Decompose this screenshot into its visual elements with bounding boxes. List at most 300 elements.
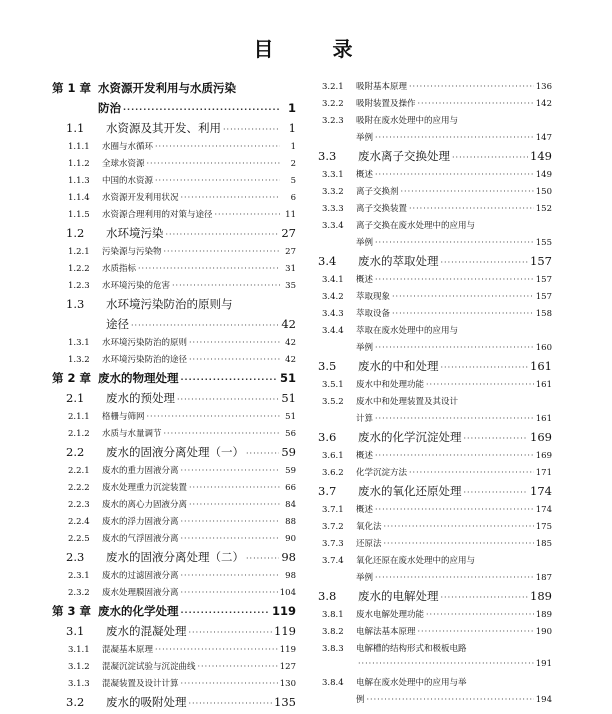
dot-leader	[181, 571, 280, 580]
toc-entry	[52, 100, 296, 120]
entry-number: 1.1.4	[68, 193, 90, 203]
page-number: 149	[535, 170, 552, 180]
page-number: 190	[535, 627, 552, 637]
dot-leader	[375, 275, 534, 284]
toc-entry	[52, 623, 296, 643]
entry-number: 3.6	[318, 430, 337, 444]
page-number: 119	[279, 645, 296, 655]
page-number: 27	[281, 226, 296, 240]
entry-title: 废水的固液分离处理（一）	[106, 445, 244, 459]
dot-leader	[181, 608, 270, 617]
page-number: 152	[535, 204, 552, 214]
toc-entry	[316, 642, 552, 659]
entry-title: 萃取现象	[356, 292, 391, 302]
dot-leader	[441, 593, 529, 602]
entry-title: 废水的预处理	[106, 391, 175, 405]
entry-number: 3.7.2	[322, 522, 344, 532]
toc-entry	[316, 608, 552, 625]
toc-entry	[316, 503, 552, 520]
toc-entry	[316, 395, 552, 412]
toc-entry	[52, 481, 296, 498]
dot-leader	[246, 449, 279, 458]
entry-title: 废水的氧化还原处理	[358, 484, 462, 498]
entry-number: 3.8.4	[322, 678, 344, 688]
toc-entry	[52, 353, 296, 370]
dot-leader	[418, 627, 534, 636]
page-number: 185	[535, 539, 552, 549]
dot-leader	[155, 176, 280, 185]
dot-leader	[123, 105, 280, 114]
toc-entry	[316, 219, 552, 236]
entry-title: 水质与水量调节	[102, 429, 162, 439]
entry-number: 3.1.3	[68, 679, 90, 689]
toc-entry	[52, 694, 296, 714]
page-number: 150	[535, 187, 552, 197]
entry-title: 水环境污染防治的原则	[102, 338, 188, 348]
dot-leader	[164, 247, 280, 256]
page-number: 88	[285, 517, 296, 527]
page-number: 5	[290, 176, 296, 186]
page-number: 104	[279, 588, 296, 598]
entry-number: 第 2 章	[52, 371, 92, 385]
dot-leader	[164, 429, 280, 438]
entry-number: 2.1.2	[68, 429, 90, 439]
toc-entry	[316, 148, 552, 168]
dot-leader	[418, 99, 534, 108]
dot-leader	[177, 395, 279, 404]
entry-title: 废水的吸附处理	[106, 695, 187, 709]
toc-entry	[52, 464, 296, 481]
entry-title: 废水处理膜固液分离	[102, 588, 179, 598]
entry-title: 还原法	[356, 539, 382, 549]
entry-title: 电解槽的结构形式和极板电路	[356, 644, 467, 654]
dot-leader	[138, 264, 280, 273]
entry-number: 3.5.2	[322, 397, 344, 407]
entry-number: 3.5	[318, 359, 337, 373]
page-number: 59	[285, 466, 296, 476]
entry-number: 1.2.1	[68, 247, 90, 257]
page-number: 51	[279, 371, 296, 385]
page-number: 171	[535, 468, 552, 478]
page-number: 157	[535, 275, 552, 285]
toc-entry	[52, 444, 296, 464]
toc-entry	[52, 643, 296, 660]
entry-number: 3.3	[318, 149, 337, 163]
toc-entry	[52, 549, 296, 569]
page-number: 1	[290, 142, 296, 152]
dot-leader	[181, 517, 280, 526]
entry-title: 概述	[356, 505, 374, 515]
entry-number: 1.2.2	[68, 264, 90, 274]
page-number: 51	[281, 391, 296, 405]
dot-leader	[189, 628, 273, 637]
entry-title: 电解法基本原理	[356, 627, 416, 637]
page-number: 11	[285, 210, 296, 220]
dot-leader	[189, 500, 280, 509]
entry-title: 混凝基本原理	[102, 645, 154, 655]
entry-number: 3.1.2	[68, 662, 90, 672]
dot-leader	[384, 522, 534, 531]
entry-number: 3.7.4	[322, 556, 344, 566]
entry-title: 水质指标	[102, 264, 137, 274]
page-number: 90	[285, 534, 296, 544]
entry-title: 废水的气浮固液分离	[102, 534, 179, 544]
toc-entry	[316, 273, 552, 290]
entry-number: 3.7	[318, 484, 337, 498]
entry-title: 水环境污染防治的原则与	[106, 297, 233, 311]
dot-leader	[409, 204, 534, 213]
dot-leader	[181, 375, 278, 384]
toc-entry	[52, 279, 296, 296]
dot-leader	[375, 505, 534, 514]
entry-number: 3.7.3	[322, 539, 344, 549]
entry-title: 途径	[106, 317, 129, 331]
entry-title: 离子交换装置	[356, 204, 408, 214]
toc-left-column	[52, 80, 296, 714]
dot-leader	[392, 309, 534, 318]
entry-number: 2.1	[66, 391, 85, 405]
dot-leader	[166, 230, 280, 239]
page-number: 160	[535, 343, 552, 353]
page-number: 169	[535, 451, 552, 461]
page-number: 161	[530, 359, 552, 373]
dot-leader	[392, 292, 534, 301]
page-number: 98	[281, 550, 296, 564]
page-number: 127	[279, 662, 296, 672]
toc-entry	[316, 659, 552, 676]
entry-title: 萃取在废水处理中的应用与	[356, 326, 459, 336]
toc-entry	[316, 97, 552, 114]
dot-leader	[426, 380, 534, 389]
entry-title: 混凝沉淀试验与沉淀曲线	[102, 662, 196, 672]
entry-number: 3.4.4	[322, 326, 344, 336]
toc-entry	[316, 324, 552, 341]
dot-leader	[181, 466, 280, 475]
entry-number: 3.6.1	[322, 451, 344, 461]
entry-title: 举例	[356, 133, 374, 143]
entry-number: 3.4.2	[322, 292, 344, 302]
toc-entry	[52, 245, 296, 262]
toc-entry	[52, 174, 296, 191]
entry-number: 2.2	[66, 445, 85, 459]
toc-entry	[316, 378, 552, 395]
page-number: 189	[530, 589, 552, 603]
entry-title: 废水中和处理装置及其设计	[356, 397, 459, 407]
page-number: 84	[285, 500, 296, 510]
entry-title: 废水的化学沉淀处理	[358, 430, 462, 444]
dot-leader	[198, 662, 278, 671]
page-number: 56	[285, 429, 296, 439]
dot-leader	[409, 468, 534, 477]
entry-title: 水圈与水循环	[102, 142, 154, 152]
entry-title: 吸附装置及操作	[356, 99, 416, 109]
page-number: 189	[535, 610, 552, 620]
page-number: 169	[530, 430, 552, 444]
entry-number: 2.2.2	[68, 483, 90, 493]
entry-number: 1.1.3	[68, 176, 90, 186]
toc-entry	[316, 554, 552, 571]
toc-entry	[316, 483, 552, 503]
entry-number: 3.3.1	[322, 170, 344, 180]
dot-leader	[358, 659, 534, 668]
page-number: 175	[535, 522, 552, 532]
toc-entry	[316, 466, 552, 483]
page-number: 51	[285, 412, 296, 422]
page-number: 42	[285, 355, 296, 365]
entry-number: 1.1	[66, 121, 85, 135]
entry-number: 3.2.2	[322, 99, 344, 109]
entry-number: 3.2.1	[322, 82, 344, 92]
page-number: 191	[535, 659, 552, 669]
page-number: 157	[530, 254, 552, 268]
toc-entry	[316, 520, 552, 537]
page-number: 187	[535, 573, 552, 583]
page-number: 27	[285, 247, 296, 257]
toc-entry	[316, 358, 552, 378]
dot-leader	[147, 159, 280, 168]
entry-title: 废水的物理处理	[98, 371, 179, 385]
entry-title: 废水的过滤固液分离	[102, 571, 179, 581]
dot-leader	[246, 554, 279, 563]
page-number: 2	[290, 159, 296, 169]
entry-number: 3.8.3	[322, 644, 344, 654]
page-number: 31	[285, 264, 296, 274]
page-number: 194	[535, 695, 552, 705]
entry-title: 废水的固液分离处理（二）	[106, 550, 244, 564]
page-number: 157	[535, 292, 552, 302]
toc-entry	[52, 157, 296, 174]
entry-title: 格栅与筛网	[102, 412, 145, 422]
toc-entry	[316, 588, 552, 608]
entry-title: 全球水资源	[102, 159, 145, 169]
page-number: 1	[287, 101, 296, 115]
entry-number: 3.3.4	[322, 221, 344, 231]
page-number: 142	[535, 99, 552, 109]
entry-number: 3.7.1	[322, 505, 344, 515]
entry-title: 废水处理重力沉淀装置	[102, 483, 188, 493]
dot-leader	[426, 610, 534, 619]
entry-number: 3.2.3	[322, 116, 344, 126]
entry-title: 水环境污染的危害	[102, 281, 171, 291]
entry-title: 水资源开发利用与水质污染	[98, 81, 236, 95]
entry-number: 3.1	[66, 624, 85, 638]
entry-title: 混凝装置及设计计算	[102, 679, 179, 689]
entry-number: 1.2	[66, 226, 85, 240]
dot-leader	[131, 321, 279, 330]
entry-title: 废水的电解处理	[358, 589, 439, 603]
page-number: 161	[535, 380, 552, 390]
entry-title: 废水的萃取处理	[358, 254, 439, 268]
entry-title: 离子交换在废水处理中的应用与	[356, 221, 476, 231]
dot-leader	[375, 170, 534, 179]
entry-title: 水资源及其开发、利用	[106, 121, 221, 135]
dot-leader	[181, 679, 278, 688]
entry-title: 举例	[356, 573, 374, 583]
page-number: 135	[274, 695, 296, 709]
entry-title: 废水电解处理功能	[356, 610, 425, 620]
entry-number: 1.1.2	[68, 159, 90, 169]
toc-entry	[52, 208, 296, 225]
page-number: 136	[535, 82, 552, 92]
toc-entry	[316, 693, 552, 710]
entry-title: 举例	[356, 343, 374, 353]
dot-leader	[441, 363, 529, 372]
toc-entry	[316, 625, 552, 642]
entry-number: 3.5.1	[322, 380, 344, 390]
entry-title: 概述	[356, 451, 374, 461]
toc-entry	[52, 532, 296, 549]
entry-title: 吸附在废水处理中的应用与	[356, 116, 459, 126]
toc-entry	[52, 660, 296, 677]
page-number: 35	[285, 281, 296, 291]
toc-entry	[52, 498, 296, 515]
entry-title: 水资源合理利用的对策与途径	[102, 210, 213, 220]
dot-leader	[384, 539, 534, 548]
toc-entry	[52, 296, 296, 316]
page-number: 119	[271, 604, 296, 618]
toc-entry	[52, 370, 296, 390]
page-number: 147	[535, 133, 552, 143]
toc-entry	[316, 236, 552, 253]
entry-title: 污染源与污染物	[102, 247, 162, 257]
dot-leader	[464, 434, 529, 443]
entry-number: 2.2.4	[68, 517, 90, 527]
entry-number: 3.8.2	[322, 627, 344, 637]
toc-entry	[316, 80, 552, 97]
toc-entry	[52, 603, 296, 623]
dot-leader	[189, 355, 280, 364]
page-number: 98	[285, 571, 296, 581]
toc-entry	[316, 449, 552, 466]
dot-leader	[375, 451, 534, 460]
entry-title: 防治	[98, 101, 121, 115]
dot-leader	[181, 193, 280, 202]
dot-leader	[375, 343, 534, 352]
entry-title: 中国的水资源	[102, 176, 154, 186]
dot-leader	[155, 142, 280, 151]
entry-number: 1.3	[66, 297, 85, 311]
entry-title: 概述	[356, 170, 374, 180]
toc-entry	[52, 80, 296, 100]
page-number: 158	[535, 309, 552, 319]
dot-leader	[147, 412, 280, 421]
dot-leader	[189, 483, 280, 492]
dot-leader	[375, 133, 534, 142]
entry-number: 1.1.5	[68, 210, 90, 220]
entry-number: 第 3 章	[52, 604, 92, 618]
toc-entry	[316, 676, 552, 693]
page-number: 66	[285, 483, 296, 493]
toc-entry	[52, 140, 296, 157]
toc-entry	[316, 168, 552, 185]
toc-entry	[316, 429, 552, 449]
entry-number: 3.4.3	[322, 309, 344, 319]
toc-entry	[316, 307, 552, 324]
toc-entry	[52, 316, 296, 336]
entry-title: 离子交换剂	[356, 187, 399, 197]
page-number: 155	[535, 238, 552, 248]
toc-entry	[52, 120, 296, 140]
toc-entry	[316, 185, 552, 202]
page-number: 6	[290, 193, 296, 203]
page-number: 149	[530, 149, 552, 163]
toc-entry	[52, 336, 296, 353]
toc-entry	[316, 202, 552, 219]
toc-entry	[52, 515, 296, 532]
entry-title: 氧化还原在废水处理中的应用与	[356, 556, 476, 566]
entry-number: 3.1.1	[68, 645, 90, 655]
dot-leader	[172, 281, 280, 290]
toc-entry	[52, 390, 296, 410]
toc-title: 目 录	[253, 37, 379, 61]
entry-title: 举例	[356, 238, 374, 248]
entry-title: 吸附基本原理	[356, 82, 408, 92]
dot-leader	[441, 258, 529, 267]
page-number: 119	[274, 624, 296, 638]
toc-entry	[52, 410, 296, 427]
dot-leader	[181, 588, 278, 597]
toc-entry	[316, 131, 552, 148]
page-number: 130	[279, 679, 296, 689]
entry-number: 2.3	[66, 550, 85, 564]
entry-number: 3.6.2	[322, 468, 344, 478]
toc-entry	[316, 571, 552, 588]
entry-number: 3.8.1	[322, 610, 344, 620]
toc-entry	[316, 341, 552, 358]
toc-entry	[52, 586, 296, 603]
page-number: 42	[281, 317, 296, 331]
toc-entry	[52, 191, 296, 208]
toc-entry	[316, 537, 552, 554]
dot-leader	[375, 573, 534, 582]
dot-leader	[409, 82, 534, 91]
entry-title: 水环境污染	[106, 226, 164, 240]
entry-number: 3.3.3	[322, 204, 344, 214]
dot-leader	[452, 153, 528, 162]
entry-title: 废水的混凝处理	[106, 624, 187, 638]
dot-leader	[155, 645, 278, 654]
entry-number: 第 1 章	[52, 81, 92, 95]
toc-entry	[52, 677, 296, 694]
entry-title: 水资源开发利用状况	[102, 193, 179, 203]
toc-entry	[316, 253, 552, 273]
entry-title: 废水离子交换处理	[358, 149, 450, 163]
entry-number: 3.2	[66, 695, 85, 709]
page-number: 174	[535, 505, 552, 515]
toc-entry	[52, 427, 296, 444]
toc-entry	[316, 114, 552, 131]
entry-number: 1.3.2	[68, 355, 90, 365]
entry-number: 2.2.5	[68, 534, 90, 544]
page-number: 174	[530, 484, 552, 498]
entry-title: 例	[356, 695, 365, 705]
entry-title: 废水的离心力固液分离	[102, 500, 188, 510]
entry-title: 萃取设备	[356, 309, 391, 319]
entry-number: 3.4	[318, 254, 337, 268]
entry-number: 3.3.2	[322, 187, 344, 197]
entry-number: 3.4.1	[322, 275, 344, 285]
entry-title: 电解在废水处理中的应用与举	[356, 678, 467, 688]
toc-entry	[52, 262, 296, 279]
entry-number: 2.1.1	[68, 412, 90, 422]
toc-entry	[52, 569, 296, 586]
page-number: 1	[288, 121, 296, 135]
entry-number: 3.8	[318, 589, 337, 603]
dot-leader	[464, 488, 529, 497]
dot-leader	[401, 187, 534, 196]
entry-title: 计算	[356, 414, 374, 424]
dot-leader	[215, 210, 280, 219]
